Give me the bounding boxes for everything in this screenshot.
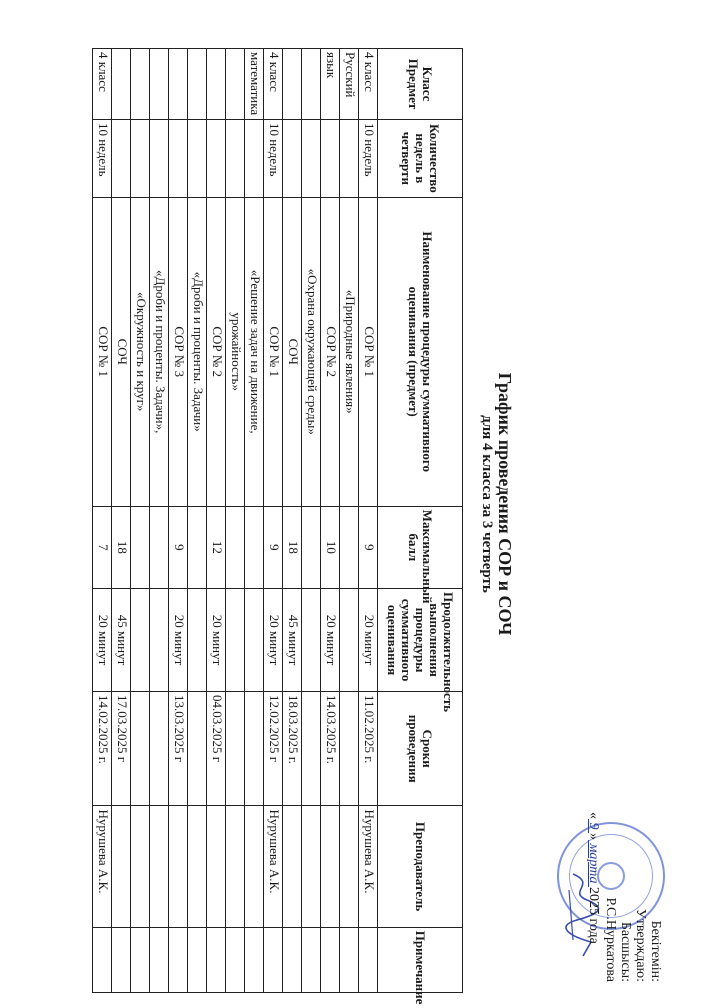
approval-head-name: Р.С.Нуркатова bbox=[603, 897, 618, 982]
cell-note bbox=[131, 927, 150, 992]
cell-max-score: 7 bbox=[93, 506, 112, 588]
cell-weeks bbox=[131, 119, 150, 197]
cell-weeks bbox=[226, 119, 245, 197]
cell-teacher bbox=[245, 806, 264, 927]
cell-max-score bbox=[226, 506, 245, 588]
cell-procedure: СОР № 1 bbox=[93, 197, 112, 506]
cell-duration bbox=[131, 589, 150, 692]
cell-note bbox=[207, 927, 226, 992]
cell-weeks bbox=[150, 119, 169, 197]
cell-max-score: 18 bbox=[283, 506, 302, 588]
cell-teacher: Нурушева А.К. bbox=[359, 806, 378, 927]
cell-date: 18.03.2025 г. bbox=[283, 692, 302, 806]
header-weeks: Количество недель в четверти bbox=[378, 119, 463, 197]
cell-teacher bbox=[226, 806, 245, 927]
cell-class-subject: 4 класс bbox=[93, 49, 112, 120]
table-row bbox=[207, 49, 226, 993]
cell-note bbox=[188, 927, 207, 992]
date-year: 2025 года bbox=[586, 887, 601, 944]
cell-duration bbox=[226, 589, 245, 692]
cell-date: 13.03.2025 г bbox=[169, 692, 188, 806]
cell-duration bbox=[340, 589, 359, 692]
date-close-quote: » bbox=[586, 833, 601, 840]
cell-date: 17.03.2025 г bbox=[112, 692, 131, 806]
cell-note bbox=[245, 927, 264, 992]
cell-class-subject: Русский bbox=[340, 49, 359, 120]
cell-max-score: 9 bbox=[264, 506, 283, 588]
date-open-quote: « bbox=[586, 812, 601, 819]
cell-weeks bbox=[283, 119, 302, 197]
cell-note bbox=[93, 927, 112, 992]
cell-date bbox=[188, 692, 207, 806]
cell-teacher: Нурушева А.К. bbox=[264, 806, 283, 927]
cell-procedure: «Дроби и проценты. Задачи» bbox=[188, 197, 207, 506]
cell-procedure: урожайность» bbox=[226, 197, 245, 506]
cell-teacher bbox=[169, 806, 188, 927]
cell-class-subject bbox=[169, 49, 188, 120]
cell-teacher bbox=[321, 806, 340, 927]
cell-duration: 20 минут bbox=[321, 589, 340, 692]
cell-class-subject bbox=[131, 49, 150, 120]
cell-date bbox=[340, 692, 359, 806]
table-row bbox=[359, 49, 378, 993]
cell-class-subject: 4 класс bbox=[264, 49, 283, 120]
cell-duration bbox=[245, 589, 264, 692]
table-row bbox=[302, 49, 321, 993]
cell-max-score: 9 bbox=[169, 506, 188, 588]
cell-max-score bbox=[245, 506, 264, 588]
cell-max-score bbox=[302, 506, 321, 588]
cell-procedure: «Окружность и круг» bbox=[131, 197, 150, 506]
cell-procedure: «Дроби и проценты. Задачи», bbox=[150, 197, 169, 506]
cell-note bbox=[283, 927, 302, 992]
cell-procedure: СОР № 1 bbox=[264, 197, 283, 506]
cell-teacher bbox=[131, 806, 150, 927]
table-row bbox=[226, 49, 245, 993]
cell-teacher bbox=[207, 806, 226, 927]
cell-class-subject bbox=[283, 49, 302, 120]
header-duration: Продолжительность выполнения процедуры суммативного оценивания bbox=[378, 589, 463, 692]
header-note: Примечание bbox=[378, 927, 463, 992]
table-row bbox=[340, 49, 359, 993]
cell-date: 14.02.2025 г. bbox=[93, 692, 112, 806]
table-row bbox=[264, 49, 283, 993]
cell-procedure: СОР № 1 bbox=[359, 197, 378, 506]
table-row bbox=[283, 49, 302, 993]
table-row bbox=[321, 49, 340, 993]
cell-class-subject bbox=[150, 49, 169, 120]
cell-duration: 45 минут bbox=[112, 589, 131, 692]
cell-duration bbox=[188, 589, 207, 692]
cell-teacher bbox=[340, 806, 359, 927]
table-row bbox=[150, 49, 169, 993]
header-procedure: Наименование процедуры суммативного оценивания (предмет) bbox=[378, 197, 463, 506]
cell-procedure: «Решение задач на движение, bbox=[245, 197, 264, 506]
cell-date bbox=[226, 692, 245, 806]
cell-class-subject: язык bbox=[321, 49, 340, 120]
cell-note bbox=[264, 927, 283, 992]
cell-teacher bbox=[150, 806, 169, 927]
cell-procedure: «Охрана окружающей среды» bbox=[302, 197, 321, 506]
schedule-table bbox=[92, 48, 463, 1005]
approval-block bbox=[586, 812, 663, 982]
table-row bbox=[131, 49, 150, 993]
table-body bbox=[93, 49, 378, 993]
cell-date: 04.03.2025 г bbox=[207, 692, 226, 806]
cell-procedure: СОР № 2 bbox=[207, 197, 226, 506]
table-row bbox=[245, 49, 264, 993]
cell-weeks bbox=[321, 119, 340, 197]
cell-date: 14.03.2025 г. bbox=[321, 692, 340, 806]
cell-note bbox=[321, 927, 340, 992]
cell-class-subject bbox=[226, 49, 245, 120]
cell-date bbox=[302, 692, 321, 806]
cell-class-subject: математика bbox=[245, 49, 264, 120]
cell-class-subject bbox=[302, 49, 321, 120]
cell-note bbox=[340, 927, 359, 992]
table-header-row bbox=[378, 49, 463, 993]
cell-date: 11.02.2025 г. bbox=[359, 692, 378, 806]
cell-procedure: СОР № 2 bbox=[321, 197, 340, 506]
cell-duration: 45 минут bbox=[283, 589, 302, 692]
approval-date bbox=[586, 812, 601, 982]
cell-weeks: 10 недель bbox=[264, 119, 283, 197]
cell-note bbox=[226, 927, 245, 992]
date-month: марта bbox=[586, 840, 601, 888]
cell-max-score: 9 bbox=[359, 506, 378, 588]
cell-duration bbox=[302, 589, 321, 692]
cell-procedure: СОЧ bbox=[112, 197, 131, 506]
cell-date bbox=[150, 692, 169, 806]
cell-note bbox=[150, 927, 169, 992]
cell-weeks bbox=[340, 119, 359, 197]
cell-max-score: 12 bbox=[207, 506, 226, 588]
cell-weeks bbox=[188, 119, 207, 197]
cell-duration: 20 минут bbox=[359, 589, 378, 692]
cell-weeks: 10 недель bbox=[93, 119, 112, 197]
approval-russian: Утверждаю: bbox=[633, 908, 648, 982]
cell-max-score: 18 bbox=[112, 506, 131, 588]
table-row bbox=[188, 49, 207, 993]
header-teacher: Преподаватель bbox=[378, 806, 463, 927]
cell-max-score bbox=[131, 506, 150, 588]
cell-teacher bbox=[283, 806, 302, 927]
cell-duration bbox=[150, 589, 169, 692]
approval-head-label: Басшысы: bbox=[618, 921, 633, 982]
cell-weeks bbox=[245, 119, 264, 197]
cell-teacher bbox=[112, 806, 131, 927]
cell-date bbox=[245, 692, 264, 806]
date-day: 9 bbox=[586, 819, 601, 833]
cell-weeks: 10 недель bbox=[359, 119, 378, 197]
cell-weeks bbox=[302, 119, 321, 197]
cell-date bbox=[131, 692, 150, 806]
page-title: График проведения СОР и СОЧ bbox=[495, 372, 515, 636]
cell-note bbox=[169, 927, 188, 992]
table-row bbox=[169, 49, 188, 993]
cell-weeks bbox=[207, 119, 226, 197]
cell-class-subject: 4 класс bbox=[359, 49, 378, 120]
cell-max-score bbox=[188, 506, 207, 588]
page-subtitle: для 4 класса за 3 четверть bbox=[479, 415, 495, 593]
cell-class-subject bbox=[112, 49, 131, 120]
cell-duration: 20 минут bbox=[264, 589, 283, 692]
cell-note bbox=[359, 927, 378, 992]
cell-procedure: «Природные явления» bbox=[340, 197, 359, 506]
cell-class-subject bbox=[207, 49, 226, 120]
header-max-score: Максимальный балл bbox=[378, 506, 463, 588]
table-row bbox=[93, 49, 112, 993]
cell-max-score bbox=[340, 506, 359, 588]
header-dates: Сроки проведения bbox=[378, 692, 463, 806]
cell-note bbox=[302, 927, 321, 992]
cell-max-score: 10 bbox=[321, 506, 340, 588]
approval-kazakh: Бекітемін: bbox=[648, 920, 663, 982]
cell-class-subject bbox=[188, 49, 207, 120]
cell-duration: 20 минут bbox=[169, 589, 188, 692]
cell-max-score bbox=[150, 506, 169, 588]
cell-teacher: Нурушева А.К. bbox=[93, 806, 112, 927]
cell-weeks bbox=[112, 119, 131, 197]
cell-teacher bbox=[188, 806, 207, 927]
cell-teacher bbox=[302, 806, 321, 927]
table-row bbox=[112, 49, 131, 993]
header-class-subject: Класс Предмет bbox=[378, 49, 463, 120]
cell-duration: 20 минут bbox=[207, 589, 226, 692]
cell-note bbox=[112, 927, 131, 992]
cell-duration: 20 минут bbox=[93, 589, 112, 692]
cell-weeks bbox=[169, 119, 188, 197]
cell-procedure: СОЧ bbox=[283, 197, 302, 506]
cell-date: 12.02.2025 г bbox=[264, 692, 283, 806]
cell-procedure: СОР № 3 bbox=[169, 197, 188, 506]
